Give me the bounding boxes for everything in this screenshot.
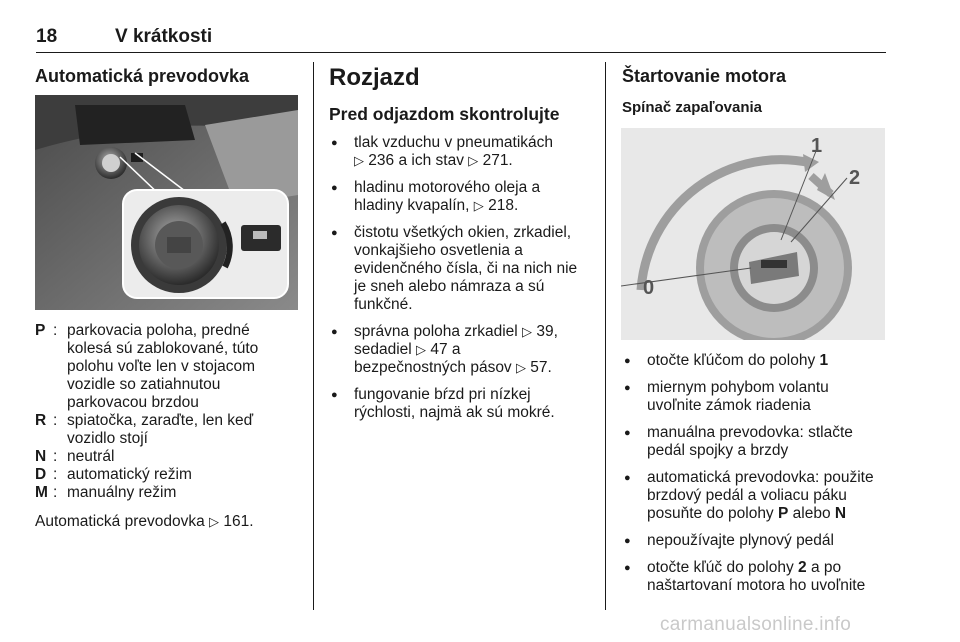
definition-row-n: N : neutrál	[35, 448, 115, 465]
reference-arrow-icon: ▷	[416, 342, 427, 357]
definition-row-p: P : parkovacia poloha, predné kolesá sú zablokované, túto polohu voľte len v stojacom vozidle so zatiahnutou parkovacou brzdou	[35, 322, 259, 411]
section-heading-transmission: Automatická prevodovka	[35, 66, 250, 86]
list-item: ● čistotu všetkých okien, zrkadiel, vonkajšieho osvetlenia a evidenčného čísla, či na nich nie je sneh alebo námraza a sú funkčné.	[329, 224, 599, 314]
watermark: carmanualsonline.info	[660, 614, 852, 635]
ignition-switch-diagram	[621, 128, 885, 340]
gear-selector-photo	[35, 95, 298, 310]
list-item: ● otočte kľúčom do polohy 1	[622, 352, 890, 370]
definition-key: M	[35, 484, 48, 501]
reference-arrow-icon: ▷	[209, 514, 220, 529]
subheading-before-driving: Pred odjazdom skontrolujte	[329, 104, 560, 124]
definition-row-m: M : manuálny režim	[35, 484, 177, 501]
gear-positions-list	[35, 322, 297, 502]
position-0-label: 0	[643, 277, 655, 299]
reference-arrow-icon: ▷	[516, 360, 526, 375]
position-2-label: 2	[849, 167, 861, 189]
column-divider	[313, 62, 314, 610]
page-number: 18	[36, 26, 58, 47]
list-item: ● otočte kľúč do polohy 2 a po naštartovaní motora ho uvoľnite	[622, 559, 890, 595]
definition-key: P	[35, 322, 46, 339]
definition-key: R	[35, 412, 47, 429]
ignition-switch-illustration	[621, 128, 885, 340]
list-item: ● nepoužívajte plynový pedál	[622, 532, 890, 550]
position-1-label: 1	[811, 135, 823, 157]
list-item: ● tlak vzduchu v pneumatikách ▷ 236 a ich stav ▷ 271.	[329, 134, 599, 170]
subheading-ignition-switch: Spínač zapaľovania	[622, 99, 762, 116]
definition-key: D	[35, 466, 47, 483]
list-item: ● automatická prevodovka: použite brzdový pedál a voliacu páku posuňte do polohy P alebo N	[622, 469, 890, 523]
definition-key: N	[35, 448, 47, 465]
list-item: ● hladinu motorového oleja a hladiny kvapalín, ▷ 218.	[329, 179, 599, 215]
reference-arrow-icon: ▷	[354, 153, 364, 168]
definition-row-r: R : spiatočka, zaraďte, len keď vozidlo stojí	[35, 412, 254, 447]
page-header	[36, 24, 886, 53]
definition-row-d: D : automatický režim	[35, 466, 192, 483]
list-item: ● fungovanie bŕzd pri nízkej rýchlosti, najmä ak sú mokré.	[329, 386, 599, 422]
page-title: V krátkosti	[115, 26, 213, 47]
section-heading-engine-start: Štartovanie motora	[622, 66, 787, 86]
engine-start-steps	[622, 352, 890, 604]
reference-arrow-icon: ▷	[522, 324, 533, 339]
transmission-reference: Automatická prevodovka ▷ 161.	[35, 513, 254, 530]
list-item: ● manuálna prevodovka: stlačte pedál spojky a brzdy	[622, 424, 890, 460]
reference-arrow-icon: ▷	[468, 153, 479, 168]
column-divider	[605, 62, 606, 610]
page-reference-link[interactable]: 161.	[223, 513, 254, 530]
gear-selector-illustration	[35, 95, 298, 310]
reference-arrow-icon: ▷	[473, 198, 484, 213]
list-item: ● správna poloha zrkadiel ▷ 39, sedadiel ▷ 47 a bezpečnostných pásov ▷ 57.	[329, 323, 599, 377]
list-item: ● miernym pohybom volantu uvoľnite zámok riadenia	[622, 379, 890, 415]
section-heading-start-off: Rozjazd	[329, 64, 420, 91]
pre-drive-checklist	[329, 134, 599, 431]
